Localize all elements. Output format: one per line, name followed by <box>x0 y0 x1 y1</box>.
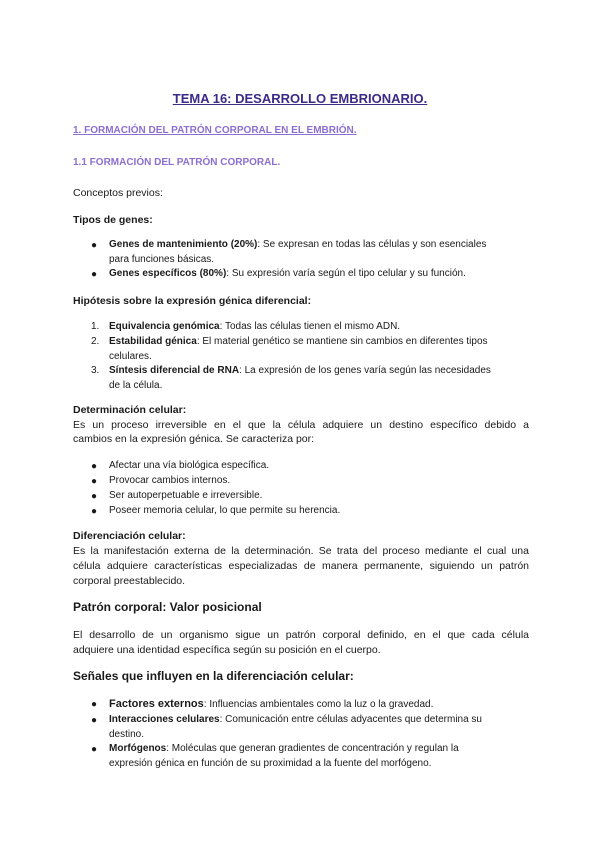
list-item: Genes específicos (80%): Su expresión varía según el tipo celular y su función. <box>109 268 466 279</box>
determinacion-line-2: cambios en la expresión génica. Se caracteriza por: <box>73 433 315 445</box>
bullet: ● <box>91 715 98 726</box>
conceptos-previos: Conceptos previos: <box>73 187 163 199</box>
diferenciacion-line-1: Es la manifestación externa de la determinación. Se trata del proceso mediante el cual una <box>73 545 529 557</box>
diferenciacion-heading: Diferenciación celular: <box>73 530 186 542</box>
patron-heading: Patrón corporal: Valor posicional <box>73 600 262 614</box>
list-number: 3. <box>91 365 100 376</box>
determinacion-line-1: Es un proceso irreversible en el que la célula adquiere un destino específico debido a <box>73 419 529 431</box>
list-item: Interacciones celulares: Comunicación entre células adyacentes que determina su destino. <box>109 714 482 740</box>
list-item: Equivalencia genómica: Todas las células tienen el mismo ADN. <box>109 321 401 332</box>
list-item: Provocar cambios internos. <box>109 475 231 486</box>
bullet: ● <box>91 461 98 472</box>
bullet: ● <box>91 744 98 755</box>
list-item: Factores externos: Influencias ambientales como la luz o la gravedad. <box>109 698 434 710</box>
list-number: 2. <box>91 336 100 347</box>
bullet: ● <box>91 476 98 487</box>
list-number: 1. <box>91 321 100 332</box>
section-heading-1: 1. FORMACIÓN DEL PATRÓN CORPORAL EN EL EMBRIÓN. <box>73 125 357 136</box>
diferenciacion-line-3: corporal preestablecido. <box>73 575 186 587</box>
tipos-heading: Tipos de genes: <box>73 214 153 226</box>
bullet: ● <box>91 269 98 280</box>
list-item: Afectar una vía biológica específica. <box>109 460 270 471</box>
diferenciacion-line-2: célula adquiere características especializadas de manera permanente, siguiendo un patrón <box>73 560 529 572</box>
hipotesis-heading: Hipótesis sobre la expresión génica diferencial: <box>73 295 312 307</box>
list-item: Morfógenos: Moléculas que generan gradientes de concentración y regulan la expresión génica en función de su proximidad a la fuente del morfógeno. <box>109 743 459 769</box>
list-item: Estabilidad génica: El material genético se mantiene sin cambios en diferentes tipos celulares. <box>109 336 488 362</box>
patron-line-1: El desarrollo de un organismo sigue un patrón corporal definido, en el que cada célula <box>73 629 529 641</box>
senales-heading: Señales que influyen en la diferenciación celular: <box>73 669 354 683</box>
list-item: Poseer memoria celular, lo que permite su herencia. <box>109 505 341 516</box>
bullet: ● <box>91 491 98 502</box>
bullet: ● <box>91 699 98 710</box>
bullet: ● <box>91 240 98 251</box>
document-title: TEMA 16: DESARROLLO EMBRIONARIO. <box>172 91 428 106</box>
bullet: ● <box>91 506 98 517</box>
determinacion-heading: Determinación celular: <box>73 404 187 416</box>
list-item: Síntesis diferencial de RNA: La expresión de los genes varía según las necesidades de la célula. <box>109 365 491 391</box>
section-heading-1-1: 1.1 FORMACIÓN DEL PATRÓN CORPORAL. <box>73 157 281 168</box>
list-item: Ser autoperpetuable e irreversible. <box>109 490 263 501</box>
list-item: Genes de mantenimiento (20%): Se expresan en todas las células y son esenciales para funciones básicas. <box>109 239 487 265</box>
patron-line-2: adquiere una identidad específica según su posición en el cuerpo. <box>73 644 381 656</box>
